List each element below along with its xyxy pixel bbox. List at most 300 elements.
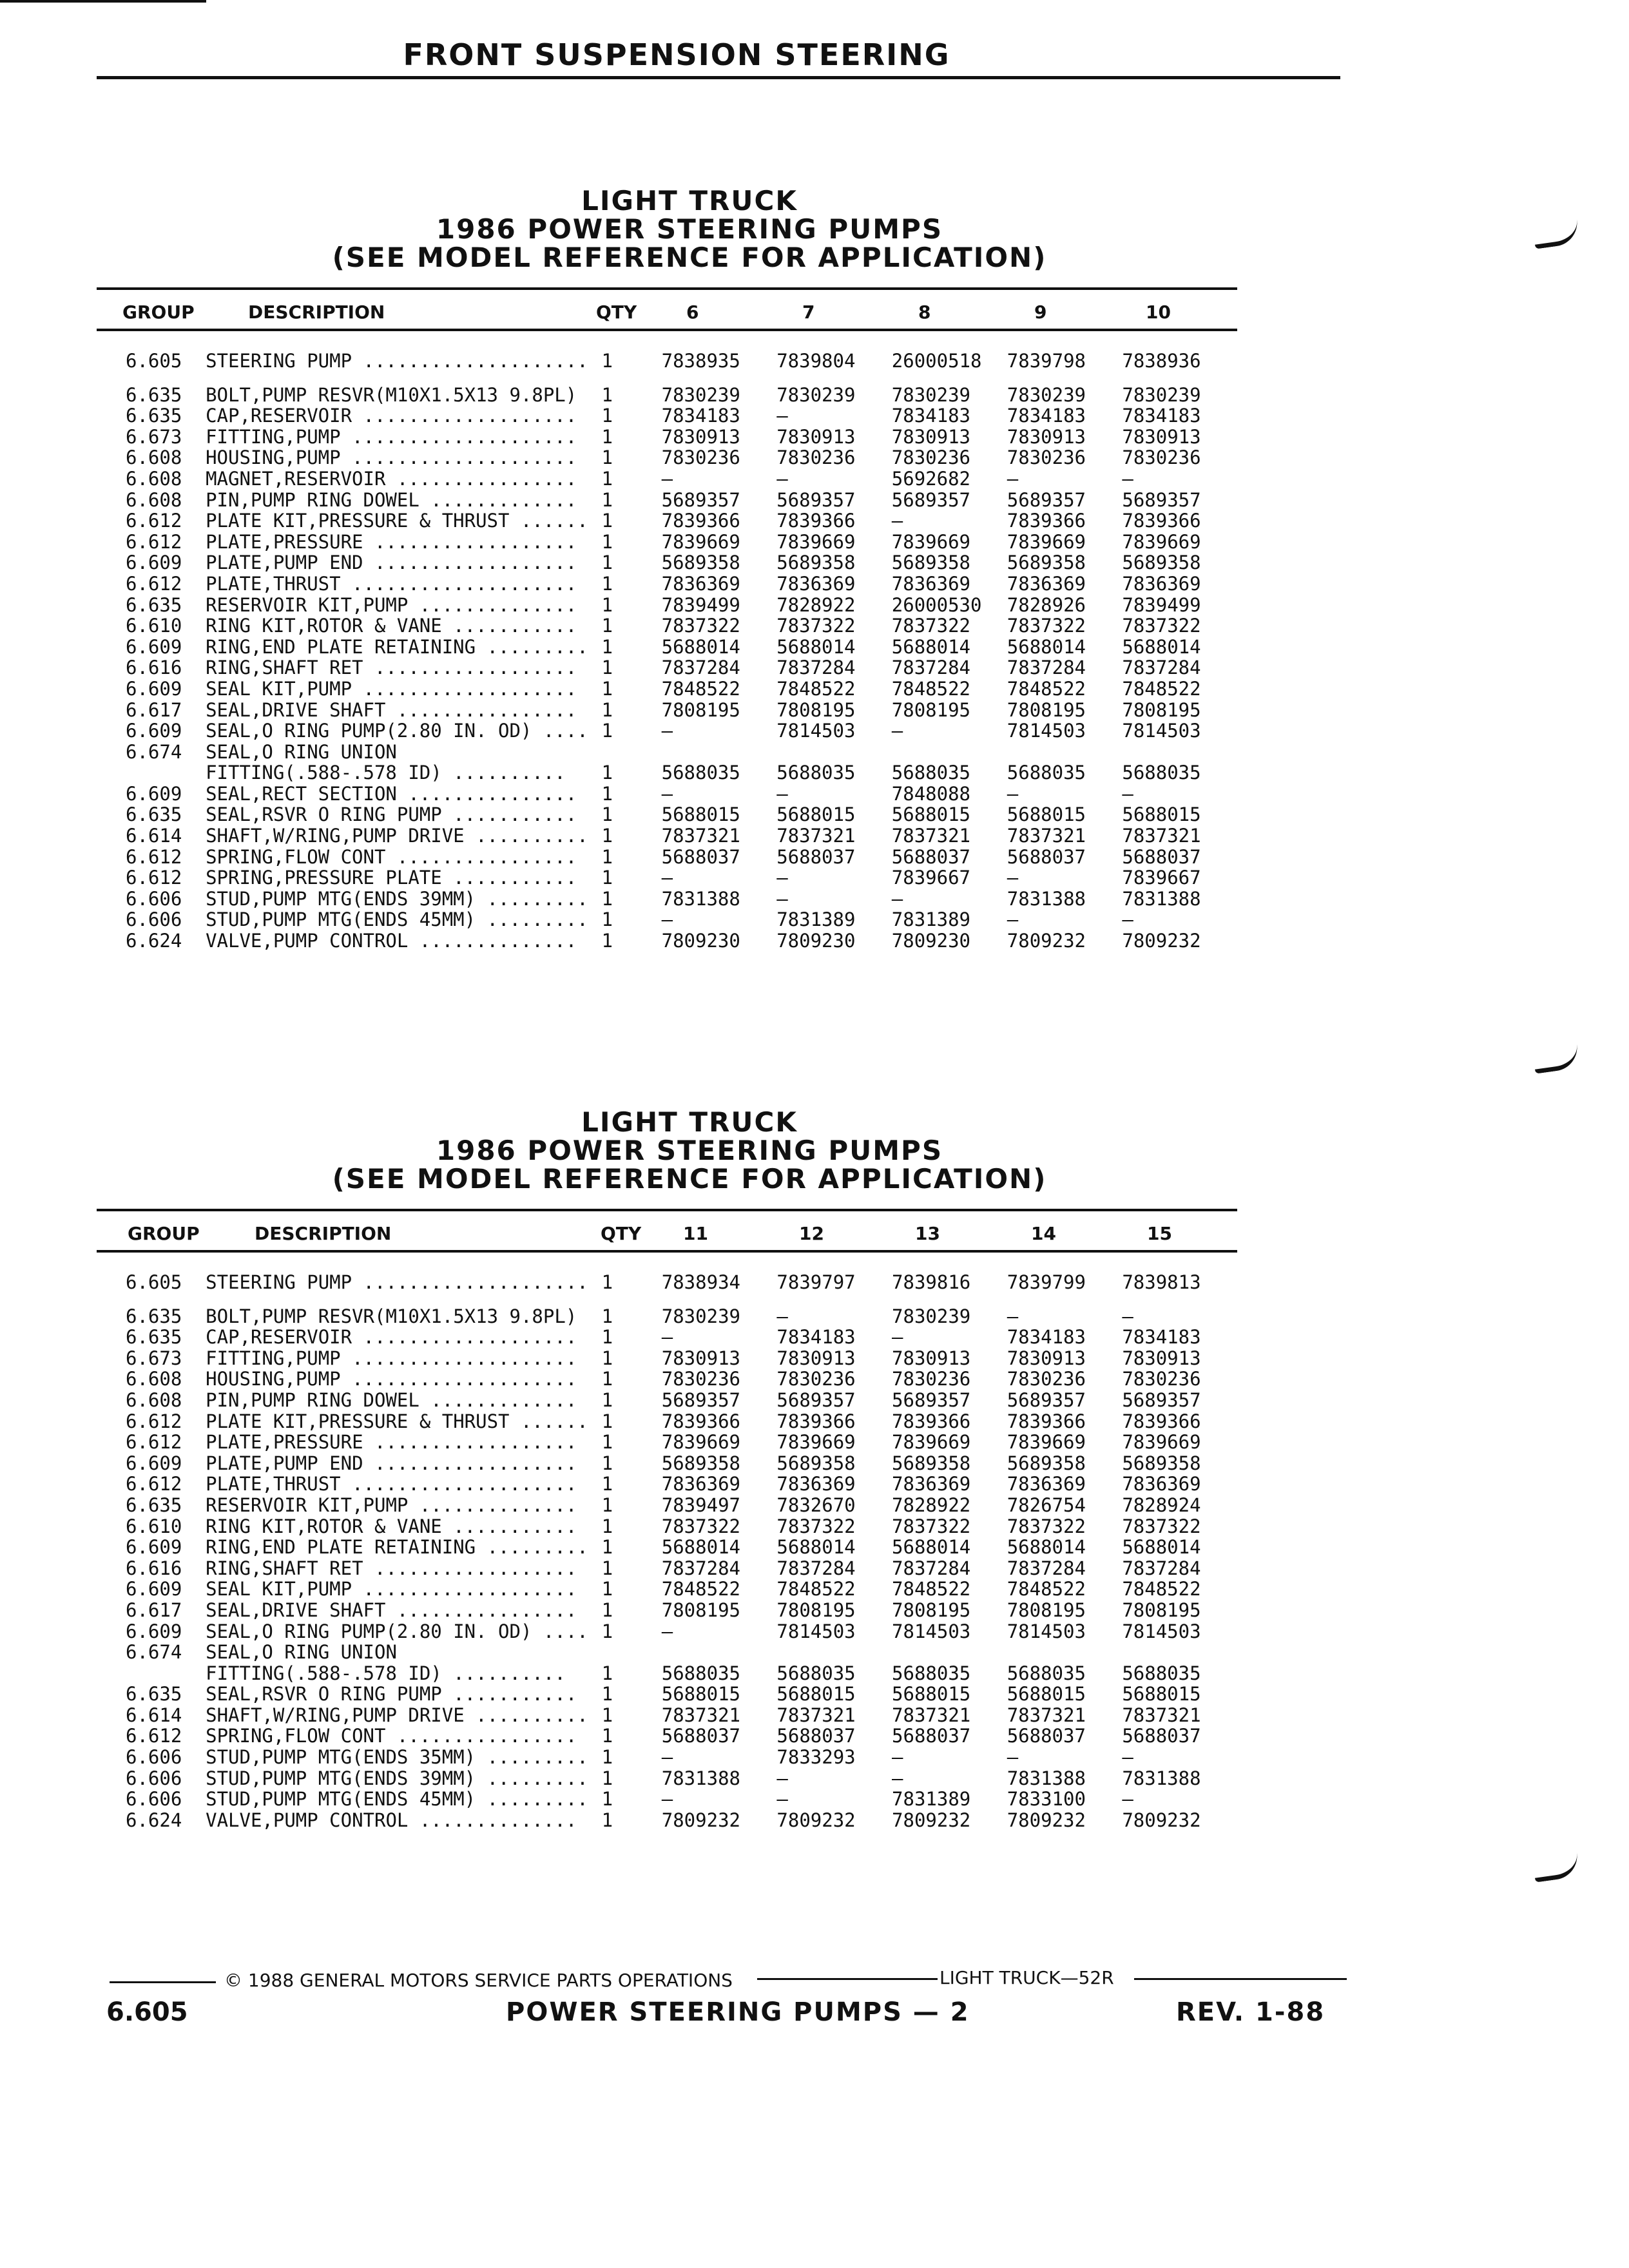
part-number-cell: 7830913 xyxy=(776,425,856,448)
part-number-cell: — xyxy=(661,1746,673,1769)
part-number-cell: 7837321 xyxy=(1007,1704,1086,1726)
part-number-cell: 7837321 xyxy=(776,1704,856,1726)
table-row xyxy=(97,1579,1237,1600)
part-number-cell: 26000530 xyxy=(891,593,982,616)
part-number-cell: — xyxy=(776,1788,788,1811)
description-cell: STUD,PUMP MTG(ENDS 45MM) ......... xyxy=(206,1789,588,1810)
spacer-cell xyxy=(97,1293,1237,1306)
qty-cell: 1 xyxy=(601,1494,613,1516)
table-row xyxy=(97,1600,1237,1621)
part-number-cell: 7848088 xyxy=(891,782,970,805)
part-number-cell: 7830239 xyxy=(776,383,856,406)
footer-copyright: © 1988 GENERAL MOTORS SERVICE PARTS OPERATIONS xyxy=(224,1970,733,1991)
part-number-cell: 7839669 xyxy=(892,1431,971,1454)
part-number-cell: 7834183 xyxy=(891,405,970,427)
part-number-cell: 7808195 xyxy=(892,1599,971,1621)
part-number-cell: 7839499 xyxy=(661,593,740,616)
part-number-cell: 7839669 xyxy=(1007,530,1086,553)
part-number-cell: 7830236 xyxy=(891,447,970,469)
part-number-cell: 7836369 xyxy=(1007,1473,1086,1495)
part-number-cell: 7809232 xyxy=(1122,930,1201,952)
part-number-cell: 7830236 xyxy=(776,447,856,469)
header-col: 7 xyxy=(802,302,815,323)
description-cell: PLATE,THRUST .................... xyxy=(206,1474,577,1495)
part-number-cell: — xyxy=(1122,1746,1133,1769)
group-cell: 6.612 xyxy=(126,845,182,868)
part-number-cell: 5688015 xyxy=(776,803,856,826)
footer-rule-left xyxy=(110,1981,216,1983)
part-number-cell: — xyxy=(891,720,903,742)
part-number-cell: 5688035 xyxy=(661,762,740,784)
table-row xyxy=(97,720,1237,742)
part-number-cell: 7809232 xyxy=(892,1809,971,1831)
part-number-cell: 5688015 xyxy=(891,803,970,826)
part-number-cell: 7848522 xyxy=(892,1578,971,1600)
table-row xyxy=(97,510,1237,532)
part-number-cell: 5689357 xyxy=(1122,1389,1201,1411)
part-number-cell: 7834183 xyxy=(1007,1326,1086,1349)
description-cell: RING,SHAFT RET .................. xyxy=(206,1557,577,1579)
description-cell: VALVE,PUMP CONTROL .............. xyxy=(206,1809,577,1831)
group-cell: 6.609 xyxy=(126,1536,182,1559)
part-number-cell: 5689357 xyxy=(1007,488,1086,511)
part-number-cell: — xyxy=(892,1767,903,1789)
part-number-cell: 5688014 xyxy=(1007,635,1086,658)
part-number-cell: 5688014 xyxy=(661,635,740,658)
table-row xyxy=(97,1810,1237,1831)
part-number-cell: 5688035 xyxy=(776,1662,856,1684)
part-number-cell: 7839669 xyxy=(891,530,970,553)
table-row xyxy=(97,930,1237,952)
part-number-cell: 7839669 xyxy=(661,530,740,553)
part-number-cell: 5689358 xyxy=(1007,552,1086,574)
part-number-cell: 7830236 xyxy=(1122,1368,1201,1390)
description-cell: SEAL,O RING UNION xyxy=(206,1642,397,1663)
part-number-cell: — xyxy=(661,908,673,931)
part-number-cell: 7839669 xyxy=(1007,1431,1086,1454)
part-number-cell: 7831388 xyxy=(1007,887,1086,910)
part-number-cell: 7839366 xyxy=(1122,510,1201,532)
table-row xyxy=(97,1453,1237,1474)
part-number-cell: 7839366 xyxy=(661,1410,740,1432)
part-number-cell: 7830236 xyxy=(661,1368,740,1390)
table-row xyxy=(97,909,1237,930)
part-number-cell: 7808195 xyxy=(1122,698,1201,721)
part-number-cell: 5688037 xyxy=(1007,845,1086,868)
table-row xyxy=(97,447,1237,468)
part-number-cell: — xyxy=(892,1746,903,1769)
part-number-cell: 5688035 xyxy=(1007,762,1086,784)
header-qty: QTY xyxy=(596,302,637,323)
part-number-cell: 5689358 xyxy=(892,1452,971,1474)
part-number-cell: 7828924 xyxy=(1122,1494,1201,1516)
qty-cell: 1 xyxy=(601,1271,613,1293)
table-row xyxy=(97,657,1237,678)
part-number-cell: 7848522 xyxy=(1122,677,1201,700)
part-number-cell xyxy=(892,742,1007,763)
qty-cell: 1 xyxy=(601,1704,613,1726)
part-number-cell: 7814503 xyxy=(892,1620,971,1642)
part-number-cell: 7837322 xyxy=(776,1515,856,1537)
part-number-cell: 7836369 xyxy=(661,572,740,595)
part-number-cell: 5688037 xyxy=(776,1725,856,1747)
part-number-cell: 7834183 xyxy=(1122,405,1201,427)
part-number-cell: 7830913 xyxy=(661,425,740,448)
header-col: 12 xyxy=(799,1223,824,1244)
part-number-cell: 7831389 xyxy=(892,1788,971,1811)
table-row xyxy=(97,427,1237,448)
header-col: 13 xyxy=(915,1223,940,1244)
part-number-cell: 7808195 xyxy=(776,1599,856,1621)
table-row xyxy=(97,1663,1237,1684)
part-number-cell: 7833100 xyxy=(1007,1788,1086,1811)
part-number-cell: — xyxy=(892,1326,903,1349)
part-number-cell: 5688035 xyxy=(661,1662,740,1684)
part-number-cell: 7848522 xyxy=(1007,1578,1086,1600)
part-number-cell: 5688014 xyxy=(1122,1536,1201,1559)
qty-cell: 1 xyxy=(601,1452,613,1474)
part-number-cell xyxy=(662,742,777,763)
section-title xyxy=(142,1108,1237,1193)
description-cell: STEERING PUMP .................... xyxy=(206,351,588,372)
qty-cell: 1 xyxy=(601,1725,613,1747)
part-number-cell: 7831388 xyxy=(661,1767,740,1789)
part-number-cell: 5688037 xyxy=(892,1725,971,1747)
description-cell: SEAL,RECT SECTION ............... xyxy=(206,783,577,805)
table-row xyxy=(97,1348,1237,1369)
part-number-cell: 5689357 xyxy=(1007,1389,1086,1411)
table-row xyxy=(97,1789,1237,1810)
part-number-cell: 7837322 xyxy=(892,1515,971,1537)
group-cell: 6.616 xyxy=(126,657,182,679)
description-cell: RESERVOIR KIT,PUMP .............. xyxy=(206,594,577,616)
table-row xyxy=(97,762,1237,783)
part-number-cell: 5688015 xyxy=(1007,803,1086,826)
group-cell xyxy=(97,1663,206,1684)
part-number-cell: 7830236 xyxy=(1122,447,1201,469)
table-row xyxy=(97,1558,1237,1579)
part-number-cell: 26000518 xyxy=(891,350,982,372)
part-number-cell: 7814503 xyxy=(1007,720,1086,742)
part-number-cell: 7839797 xyxy=(776,1271,856,1293)
part-number-cell: 7808195 xyxy=(661,698,740,721)
part-number-cell: 7837322 xyxy=(1007,615,1086,637)
part-number-cell: 7814503 xyxy=(1007,1620,1086,1642)
part-number-cell: 7839366 xyxy=(1122,1410,1201,1432)
qty-cell: 1 xyxy=(601,572,613,595)
group-cell: 6.610 xyxy=(126,615,182,637)
table-row xyxy=(97,1327,1237,1348)
margin-check-mark xyxy=(1532,219,1580,249)
part-number-cell: 7809232 xyxy=(776,1809,856,1831)
table-row xyxy=(97,532,1237,553)
qty-cell: 1 xyxy=(601,908,613,931)
group-cell: 6.612 xyxy=(126,1725,182,1747)
group-cell: 6.612 xyxy=(126,572,182,595)
header-description: DESCRIPTION xyxy=(248,302,385,323)
table-row xyxy=(97,637,1237,658)
group-cell: 6.635 xyxy=(126,803,182,826)
part-number-cell: 7836369 xyxy=(776,1473,856,1495)
qty-cell: 1 xyxy=(601,1389,613,1411)
part-number-cell: 7837284 xyxy=(1122,657,1201,679)
header-col: 15 xyxy=(1147,1223,1172,1244)
footer-rule-mid xyxy=(757,1978,938,1980)
part-number-cell xyxy=(892,1642,1007,1663)
part-number-cell: 5688015 xyxy=(776,1683,856,1706)
part-number-cell: 7839816 xyxy=(892,1271,971,1293)
table-row xyxy=(97,595,1237,616)
part-number-cell: 7839499 xyxy=(1122,593,1201,616)
description-cell: SEAL KIT,PUMP ................... xyxy=(206,1579,577,1600)
description-cell: FITTING(.588-.578 ID) .......... xyxy=(206,1662,566,1684)
header-col: 11 xyxy=(683,1223,708,1244)
part-number-cell: 7809232 xyxy=(1007,1809,1086,1831)
part-number-cell: 5688015 xyxy=(1122,1683,1201,1706)
part-number-cell: 7837322 xyxy=(1122,615,1201,637)
part-number-cell: 7826754 xyxy=(1007,1494,1086,1516)
part-number-cell: 7830239 xyxy=(892,1305,971,1327)
table-row xyxy=(97,1725,1237,1747)
qty-cell: 1 xyxy=(601,803,613,826)
part-number-cell: 7831388 xyxy=(1122,887,1201,910)
description-cell: PLATE KIT,PRESSURE & THRUST ...... xyxy=(206,1410,588,1432)
description-cell: PIN,PUMP RING DOWEL ............. xyxy=(206,1389,577,1411)
part-number-cell: 7808195 xyxy=(1007,1599,1086,1621)
part-number-cell: — xyxy=(661,782,673,805)
part-number-cell: 7808195 xyxy=(776,698,856,721)
part-number-cell: — xyxy=(1122,1788,1133,1811)
group-cell: 6.617 xyxy=(126,1599,182,1621)
part-number-cell: 7832670 xyxy=(776,1494,856,1516)
qty-cell: 1 xyxy=(601,635,613,658)
table-row xyxy=(97,1272,1237,1293)
part-number-cell: 5689358 xyxy=(1122,552,1201,574)
part-number-cell: 7837322 xyxy=(1122,1515,1201,1537)
description-cell: SEAL,DRIVE SHAFT ................ xyxy=(206,1599,577,1621)
group-cell: 6.635 xyxy=(126,1494,182,1516)
part-number-cell: 5689358 xyxy=(891,552,970,574)
part-number-cell: 7814503 xyxy=(1122,1620,1201,1642)
part-number-cell: 5688035 xyxy=(1122,1662,1201,1684)
group-cell: 6.624 xyxy=(126,1809,182,1831)
description-cell: HOUSING,PUMP .................... xyxy=(206,447,577,468)
part-number-cell: 7808195 xyxy=(1122,1599,1201,1621)
part-number-cell: 5688035 xyxy=(1122,762,1201,784)
part-number-cell: — xyxy=(1122,908,1133,931)
part-number-cell: 7836369 xyxy=(891,572,970,595)
description-cell: CAP,RESERVOIR ................... xyxy=(206,1327,577,1348)
part-number-cell: 7809230 xyxy=(661,930,740,952)
part-number-cell: 7837321 xyxy=(891,825,970,847)
section-title xyxy=(142,187,1237,272)
table-header xyxy=(97,1209,1237,1253)
table-header xyxy=(97,287,1237,331)
qty-cell: 1 xyxy=(601,593,613,616)
group-cell: 6.614 xyxy=(126,1704,182,1726)
part-number-cell: 7830239 xyxy=(1007,383,1086,406)
table-row xyxy=(97,867,1237,889)
section-title-line-2: 1986 POWER STEERING PUMPS xyxy=(436,213,943,245)
qty-cell: 1 xyxy=(601,1410,613,1432)
part-number-cell: 5689358 xyxy=(1007,1452,1086,1474)
description-cell: CAP,RESERVOIR ................... xyxy=(206,405,577,427)
group-cell: 6.673 xyxy=(126,425,182,448)
part-number-cell: 5688037 xyxy=(661,1725,740,1747)
description-cell: PLATE,PUMP END .................. xyxy=(206,1452,577,1474)
qty-cell: 1 xyxy=(601,1536,613,1559)
part-number-cell: — xyxy=(776,1305,788,1327)
group-cell: 6.608 xyxy=(126,1368,182,1390)
table-row xyxy=(97,573,1237,595)
description-cell: RING,END PLATE RETAINING ......... xyxy=(206,636,588,658)
table-row xyxy=(97,552,1237,573)
group-cell: 6.635 xyxy=(126,1305,182,1327)
part-number-cell: 7809232 xyxy=(1122,1809,1201,1831)
description-cell: HOUSING,PUMP .................... xyxy=(206,1369,577,1390)
part-number-cell: — xyxy=(661,1620,673,1642)
qty-cell xyxy=(602,1642,662,1663)
part-number-cell: 7839798 xyxy=(1007,350,1086,372)
part-number-cell: 7837321 xyxy=(892,1704,971,1726)
part-number-cell: 7839669 xyxy=(776,1431,856,1454)
qty-cell: 1 xyxy=(601,930,613,952)
part-number-cell: 7830239 xyxy=(891,383,970,406)
part-number-cell: 5688035 xyxy=(892,1662,971,1684)
part-number-cell: 7837321 xyxy=(661,825,740,847)
part-number-cell: 7836369 xyxy=(1122,1473,1201,1495)
part-number-cell: 7848522 xyxy=(661,677,740,700)
description-cell: STUD,PUMP MTG(ENDS 35MM) ......... xyxy=(206,1747,588,1768)
qty-cell: 1 xyxy=(601,762,613,784)
part-number-cell: 7837284 xyxy=(892,1557,971,1579)
part-number-cell: 5689358 xyxy=(661,1452,740,1474)
qty-cell: 1 xyxy=(601,1746,613,1769)
group-cell: 6.614 xyxy=(126,825,182,847)
footer-rule-right xyxy=(1134,1978,1347,1980)
table-row xyxy=(97,1537,1237,1558)
table-row xyxy=(97,1411,1237,1432)
pump-table-section-1 xyxy=(97,187,1237,952)
description-cell: SEAL,O RING UNION xyxy=(206,741,397,763)
group-cell: 6.635 xyxy=(126,383,182,406)
part-number-cell: 7830239 xyxy=(661,383,740,406)
header-group: GROUP xyxy=(128,1223,200,1244)
section-title-line-3: (SEE MODEL REFERENCE FOR APPLICATION) xyxy=(332,1163,1047,1195)
table-row xyxy=(97,825,1237,847)
description-cell: PLATE KIT,PRESSURE & THRUST ...... xyxy=(206,510,588,532)
part-number-cell: 5689357 xyxy=(776,1389,856,1411)
description-cell: FITTING(.588-.578 ID) .......... xyxy=(206,762,566,783)
part-number-cell: 5689358 xyxy=(1122,1452,1201,1474)
group-cell: 6.609 xyxy=(126,635,182,658)
qty-cell: 1 xyxy=(601,867,613,889)
part-number-cell: 5688035 xyxy=(1007,1662,1086,1684)
group-cell: 6.608 xyxy=(126,1389,182,1411)
part-number-cell: 5688014 xyxy=(1122,635,1201,658)
description-cell: SHAFT,W/RING,PUMP DRIVE .......... xyxy=(206,1704,588,1726)
page-title: FRONT SUSPENSION STEERING xyxy=(403,37,950,72)
part-number-cell: 7830239 xyxy=(1122,383,1201,406)
table-row xyxy=(97,1432,1237,1453)
spacer-cell xyxy=(97,372,1237,385)
group-cell: 6.635 xyxy=(126,1683,182,1706)
part-number-cell: 7828922 xyxy=(892,1494,971,1516)
part-number-cell: 5688014 xyxy=(892,1536,971,1559)
description-cell: RING KIT,ROTOR & VANE ........... xyxy=(206,1515,577,1537)
part-number-cell: — xyxy=(1122,782,1133,805)
part-number-cell: — xyxy=(776,1767,788,1789)
part-number-cell: — xyxy=(776,467,788,490)
part-number-cell: 5689357 xyxy=(776,488,856,511)
header-col: 14 xyxy=(1031,1223,1056,1244)
table-row xyxy=(97,615,1237,637)
part-number-cell: 5688014 xyxy=(776,1536,856,1559)
section-title-line-3: (SEE MODEL REFERENCE FOR APPLICATION) xyxy=(332,242,1047,273)
title-rule xyxy=(97,76,1340,79)
part-number-cell: — xyxy=(1007,782,1019,805)
qty-cell: 1 xyxy=(601,1683,613,1706)
description-cell: SPRING,FLOW CONT ................ xyxy=(206,1725,577,1747)
part-number-cell: 5688037 xyxy=(891,845,970,868)
qty-cell: 1 xyxy=(601,782,613,805)
footer-revision: REV. 1-88 xyxy=(1176,1997,1325,2027)
part-number-cell: 7837322 xyxy=(891,615,970,637)
table-row xyxy=(97,742,1237,763)
header-col: 6 xyxy=(686,302,699,323)
section-title-line-1: LIGHT TRUCK xyxy=(581,1106,798,1138)
section-title-line-2: 1986 POWER STEERING PUMPS xyxy=(436,1135,943,1166)
group-cell: 6.635 xyxy=(126,405,182,427)
part-number-cell: 7839366 xyxy=(1007,510,1086,532)
part-number-cell: — xyxy=(776,867,788,889)
part-number-cell: 5688015 xyxy=(661,1683,740,1706)
group-cell: 6.609 xyxy=(126,720,182,742)
description-cell: RING,SHAFT RET .................. xyxy=(206,657,577,678)
group-cell: 6.674 xyxy=(126,740,182,763)
margin-check-mark xyxy=(1532,1044,1580,1073)
part-number-cell: 7830913 xyxy=(891,425,970,448)
footer-series: LIGHT TRUCK—52R xyxy=(940,1967,1114,1988)
part-number-cell: 7837321 xyxy=(776,825,856,847)
part-number-cell: 7831389 xyxy=(776,908,856,931)
group-cell: 6.608 xyxy=(126,447,182,469)
header-qty: QTY xyxy=(601,1223,642,1244)
part-number-cell: 7837321 xyxy=(1122,1704,1201,1726)
part-number-cell: 7808195 xyxy=(661,1599,740,1621)
qty-cell: 1 xyxy=(601,1347,613,1369)
part-number-cell: 7837284 xyxy=(1007,657,1086,679)
group-cell: 6.612 xyxy=(126,867,182,889)
pump-table-section-2 xyxy=(97,1108,1237,1831)
part-number-cell: 7848522 xyxy=(891,677,970,700)
description-cell: RING,END PLATE RETAINING ......... xyxy=(206,1537,588,1558)
part-number-cell: 7839497 xyxy=(661,1494,740,1516)
table-row xyxy=(97,385,1237,406)
part-number-cell: 5689357 xyxy=(1122,488,1201,511)
qty-cell: 1 xyxy=(601,1326,613,1349)
group-cell: 6.605 xyxy=(126,1271,182,1293)
table-row xyxy=(97,351,1237,372)
part-number-cell xyxy=(1122,1642,1237,1663)
header-col: 10 xyxy=(1146,302,1171,323)
qty-cell: 1 xyxy=(601,615,613,637)
part-number-cell: 5688015 xyxy=(1122,803,1201,826)
part-number-cell: 7839366 xyxy=(1007,1410,1086,1432)
part-number-cell: 5689357 xyxy=(892,1389,971,1411)
table-row xyxy=(97,1768,1237,1789)
group-cell: 6.616 xyxy=(126,1557,182,1579)
